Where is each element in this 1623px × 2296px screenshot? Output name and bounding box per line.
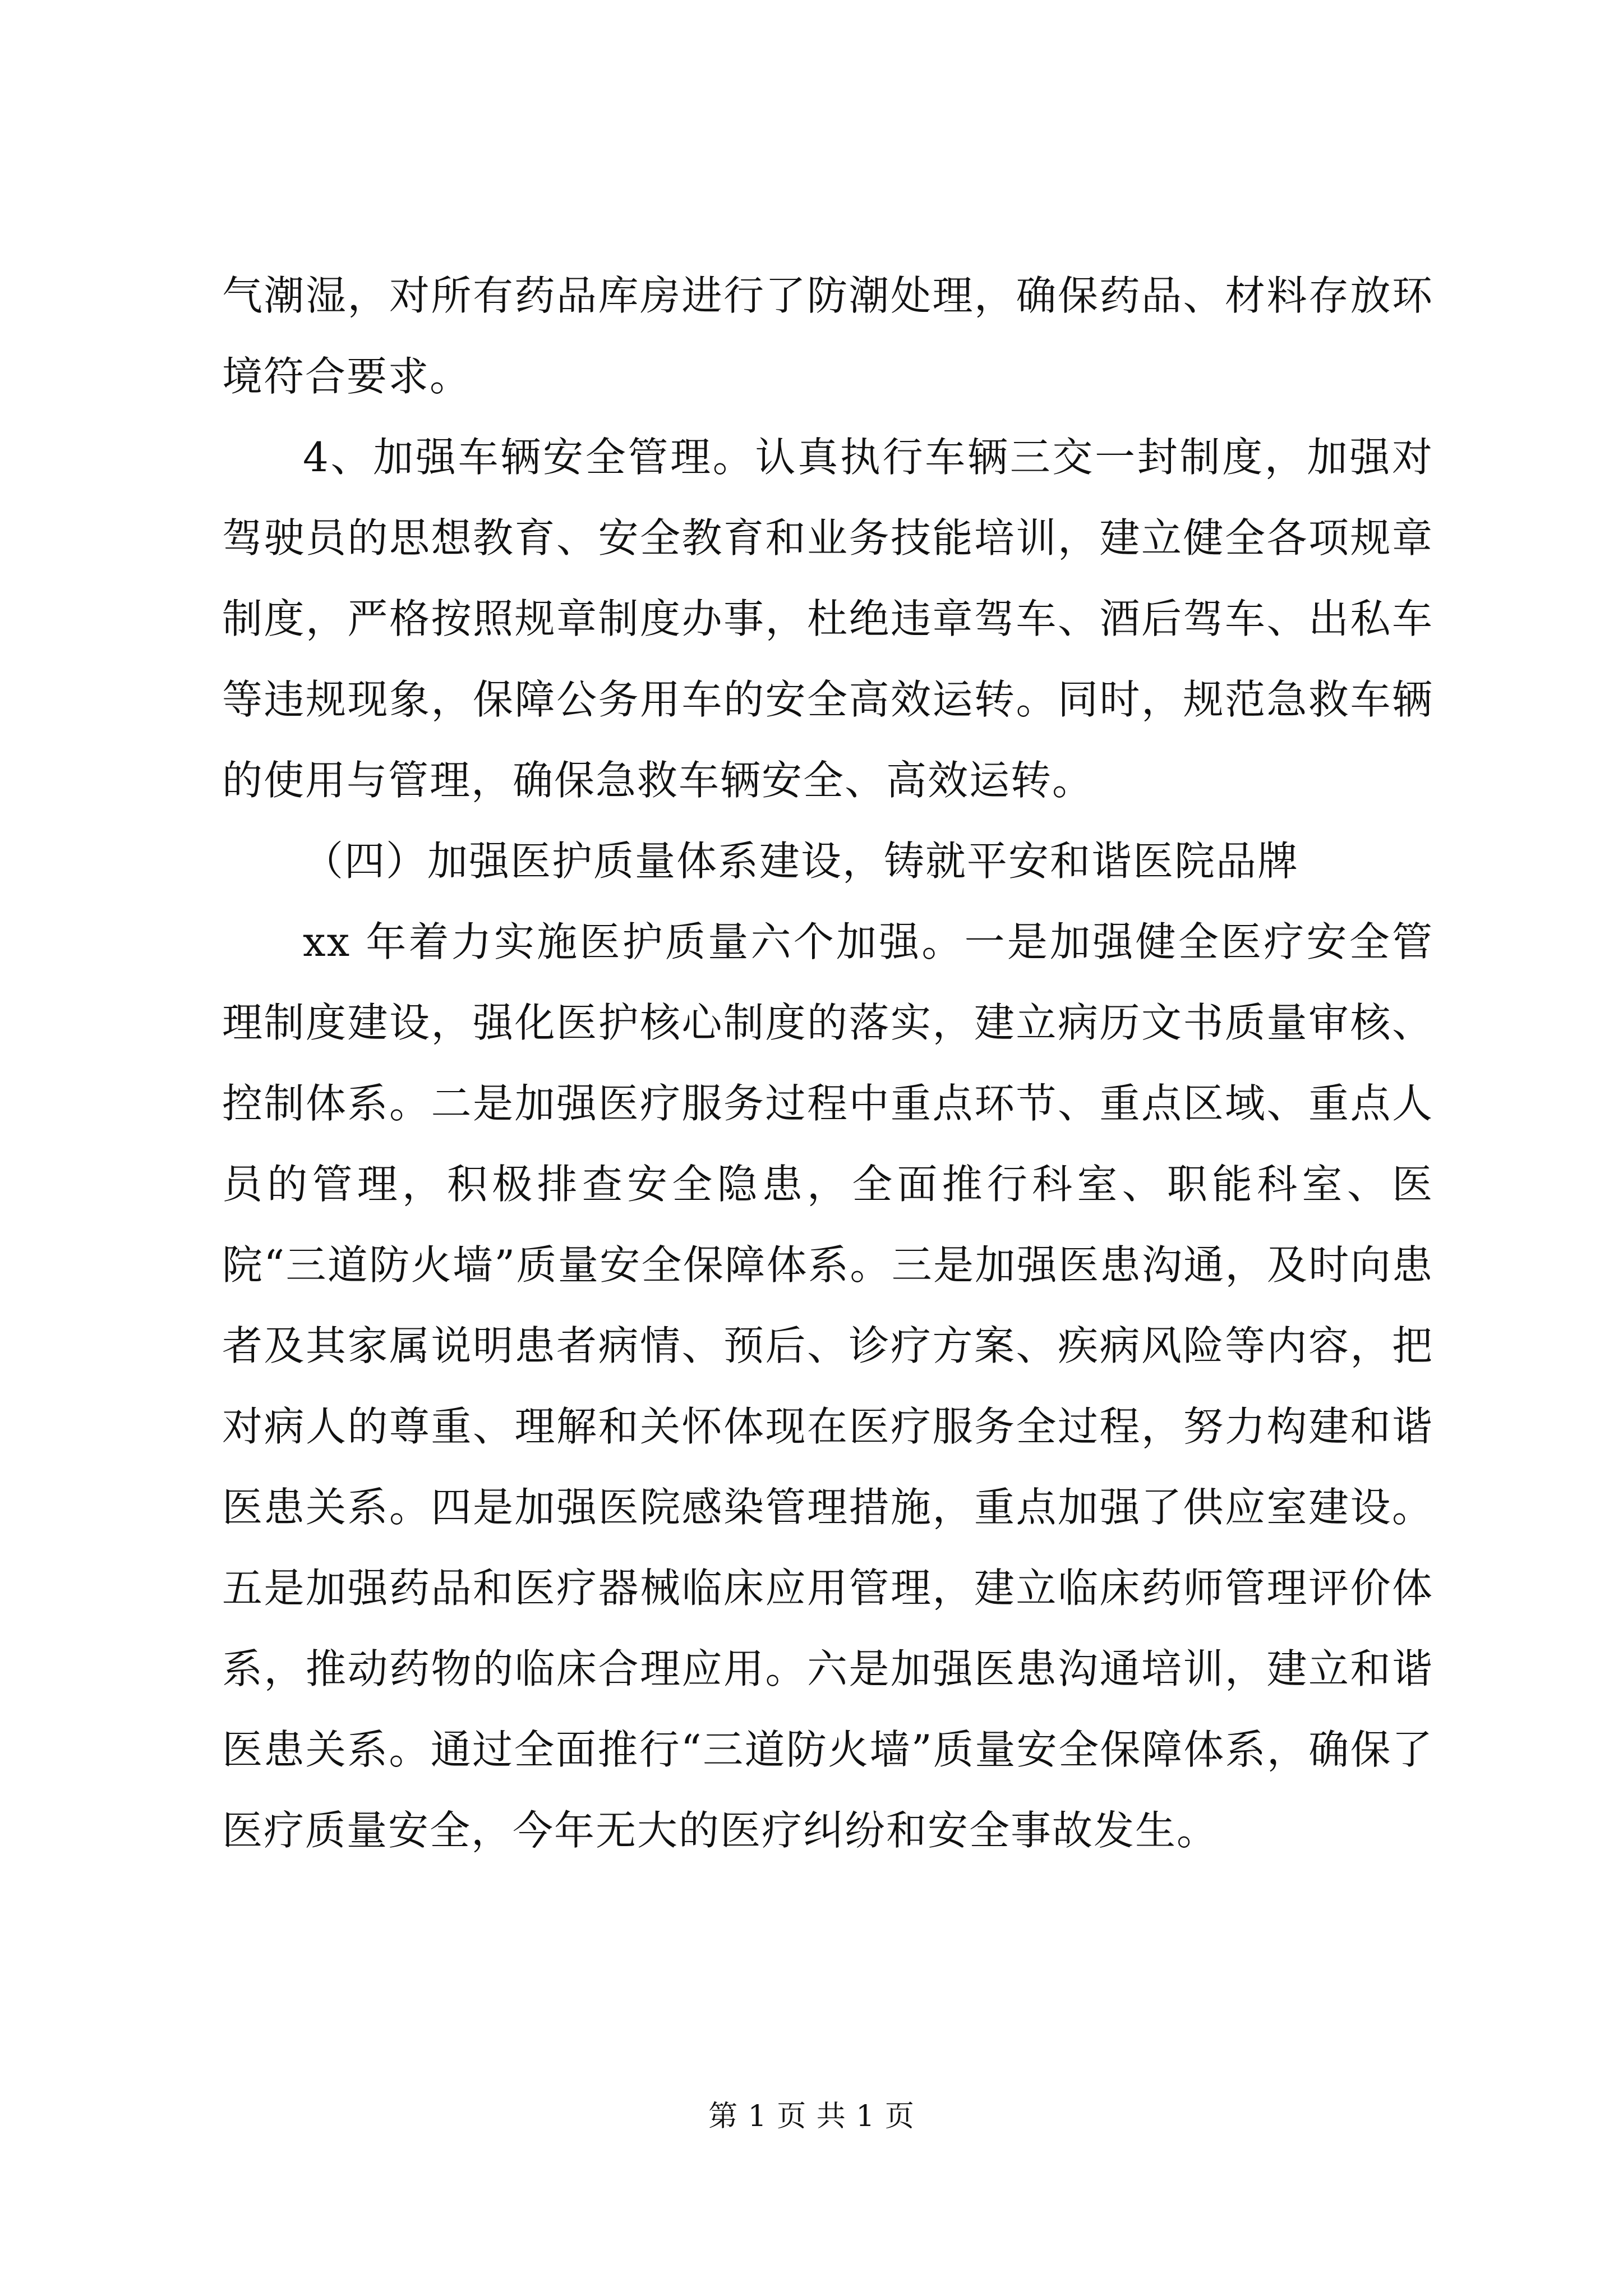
- paragraph-continuation: 气潮湿，对所有药品库房进行了防潮处理，确保药品、材料存放环境符合要求。: [222, 272, 1433, 400]
- section-heading-4: （四）加强医护质量体系建设，铸就平安和谐医院品牌: [303, 838, 1299, 885]
- paragraph-vehicle-safety: 4、加强车辆安全管理。认真执行车辆三交一封制度，加强对驾驶员的思想教育、安全教育和业务技能培训，建立健全各项规章制度，严格按照规章制度办事，杜绝违章驾车、酒后驾车、出私车等违规现象，保障公务用车的安全高效运转。同时，规范急救车辆的使用与管理，确保急救车辆安全、高效运转。: [222, 434, 1433, 804]
- page-footer: 第 1 页 共 1 页: [708, 2100, 915, 2133]
- paragraph-medical-quality: xx 年着力实施医护质量六个加强。一是加强健全医疗安全管理制度建设，强化医护核心制度的落实，建立病历文书质量审核、控制体系。二是加强医疗服务过程中重点环节、重点区域、重点人员的管理，积极排查安全隐患，全面推行科室、职能科室、医院“三道防火墙”质量安全保障体系。三是加强医患沟通，及时向患者及其家属说明患者病情、预后、诊疗方案、疾病风险等内容，把对病人的尊重、理解和关怀体现在医疗服务全过程，努力构建和谐医患关系。四是加强医院感染管理措施，重点加强了供应室建设。五是加强药品和医疗器械临床应用管理，建立临床药师管理评价体系，推动药物的临床合理应用。六是加强医患沟通培训，建立和谐医患关系。通过全面推行“三道防火墙”质量安全保障体系，确保了医疗质量安全，今年无大的医疗纠纷和安全事故发生。: [222, 918, 1433, 1854]
- document-body: [222, 255, 1433, 1871]
